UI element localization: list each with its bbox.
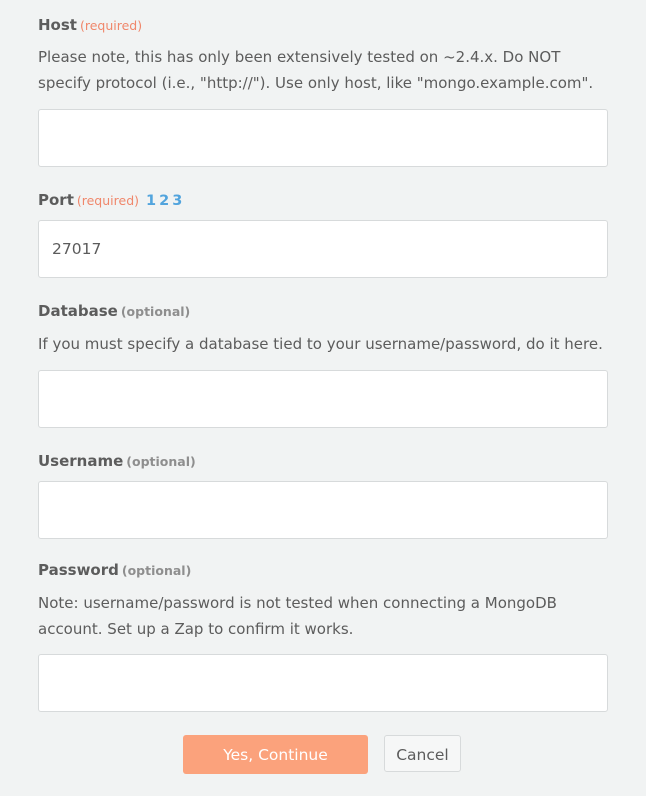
database-label-row: [38, 300, 608, 322]
database-label: Database: [38, 302, 118, 320]
username-input-box[interactable]: [38, 481, 608, 539]
port-field-group: [38, 189, 608, 211]
username-field-group: [38, 450, 608, 472]
port-label-row: [38, 189, 608, 211]
host-help-line-1: Please note, this has only been extensively tested on ~2.4.x. Do NOT: [38, 48, 561, 66]
host-label-row: [38, 14, 608, 36]
port-required-tag: (required): [76, 193, 140, 208]
database-optional-tag: (optional): [120, 304, 191, 319]
username-input[interactable]: [39, 482, 607, 538]
port-quick-value-2[interactable]: 2: [159, 193, 170, 209]
username-optional-tag: (optional): [126, 454, 196, 469]
port-quick-values: [146, 190, 185, 209]
host-input[interactable]: [39, 110, 607, 166]
port-label: Port: [38, 191, 74, 209]
password-help-text: [38, 590, 608, 642]
port-quick-value-3[interactable]: 3: [172, 193, 183, 209]
username-label: Username: [38, 452, 124, 470]
database-input-box[interactable]: [38, 370, 608, 428]
password-help-line-1: Note: username/password is not tested when connecting a MongoDB: [38, 594, 557, 612]
host-label: Host: [38, 16, 77, 34]
database-input[interactable]: [39, 371, 607, 427]
host-help-line-2: specify protocol (i.e., "http://"). Use only host, like "mongo.example.com".: [38, 74, 594, 92]
host-field-group: [38, 14, 608, 96]
password-label-row: [38, 559, 608, 581]
password-label: Password: [38, 561, 119, 579]
host-required-tag: (required): [79, 18, 143, 33]
port-input[interactable]: [39, 221, 607, 277]
password-input-box[interactable]: [38, 654, 608, 712]
database-help-text: If you must specify a database tied to your username/password, do it here.: [38, 335, 603, 353]
port-input-box[interactable]: [38, 220, 608, 278]
port-quick-value-1[interactable]: 1: [146, 193, 157, 209]
password-input[interactable]: [39, 655, 607, 711]
password-field-group: [38, 559, 608, 642]
cancel-button[interactable]: Cancel: [384, 735, 461, 772]
username-label-row: [38, 450, 608, 472]
password-optional-tag: (optional): [121, 563, 192, 578]
password-help-line-2: account. Set up a Zap to confirm it works.: [38, 620, 354, 638]
host-input-box[interactable]: [38, 109, 608, 167]
continue-button[interactable]: Yes, Continue: [183, 735, 368, 774]
database-field-group: [38, 300, 608, 357]
host-help-text: [38, 44, 608, 96]
